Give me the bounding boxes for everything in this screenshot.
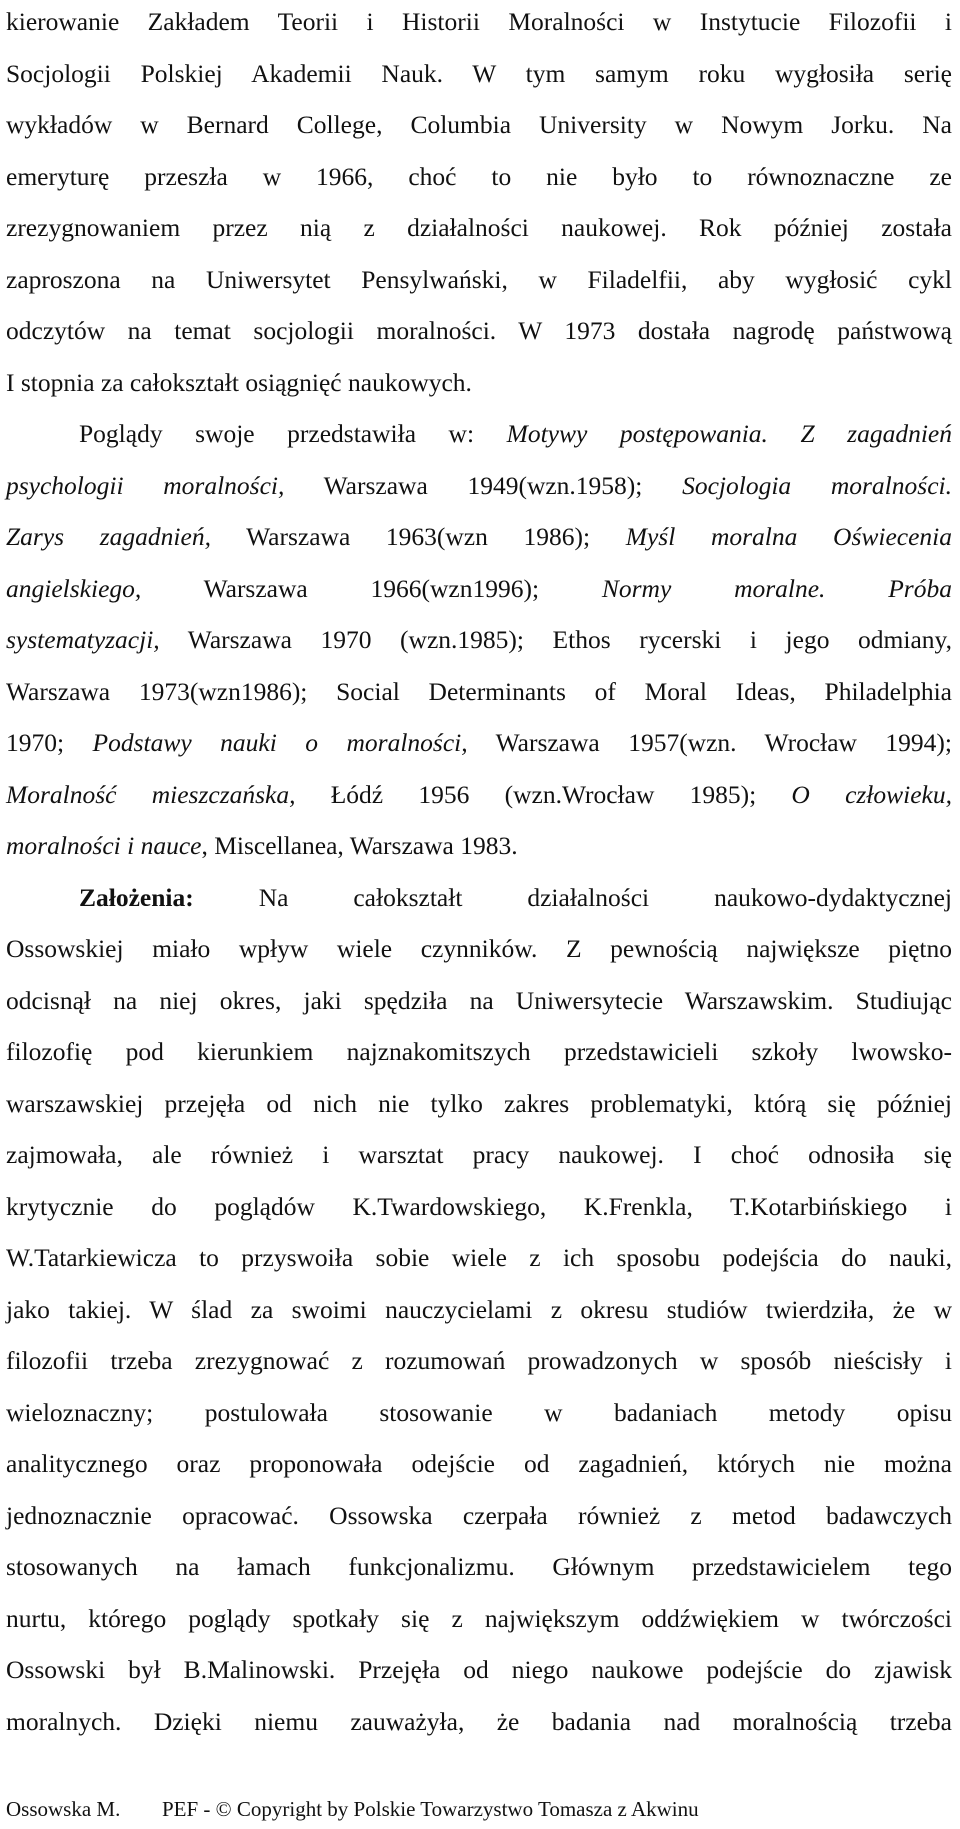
text-line: filozofię pod kierunkiem najznakomitszych przedstawicieli szkoły lwowsko- [6, 1037, 952, 1066]
text-line: odczytów na temat socjologii moralności. W 1973 dostała nagrodę państwową [6, 316, 952, 345]
text-line: zaproszona na Uniwersytet Pensylwański, w Filadelfii, aby wygłosić cykl [6, 264, 952, 294]
text-line: jednoznacznie opracować. Ossowska czerpała również z metod badawczych [6, 1500, 952, 1530]
text-line [6, 511, 952, 563]
work-title: Podstawy nauki o moralności, [92, 728, 468, 757]
text-line: kierowanie Zakładem Teorii i Historii Moralności w Instytucie Filozofii i [6, 7, 952, 36]
text-line: Ossowskiej miało wpływ wiele czynników. Z pewnością największe piętno [6, 934, 952, 963]
work-title: angielskiego, [6, 573, 142, 603]
text-line: odcisnął na niej okres, jaki spędziła na Uniwersytecie Warszawskim. Studiując [6, 985, 952, 1015]
work-title: O człowieku, [791, 779, 953, 809]
work-title: Socjologia moralności. [682, 470, 952, 500]
paragraph-biography [6, 0, 952, 408]
text-line: warszawskiej przejęła od nich nie tylko zakres problematyki, którą się później [6, 1088, 952, 1118]
text-line: nurtu, którego poglądy spotkały się z największym oddźwiękiem w twórczości [6, 1603, 952, 1633]
text-line [6, 563, 952, 615]
section-heading: Założenia: [79, 882, 194, 912]
paragraph-assumptions [6, 872, 952, 1748]
text-line: wykładów w Bernard College, Columbia University w Nowym Jorku. Na [6, 110, 952, 139]
work-title: Myśl moralna Oświecenia [625, 522, 952, 551]
text-run: Łódź 1956 (wzn.Wrocław 1985); [295, 779, 792, 809]
text-line: Ossowski był B.Malinowski. Przejęła od niego naukowe podejście do zjawisk [6, 1655, 952, 1684]
text-run: Warszawa 1957(wzn. Wrocław 1994); [467, 728, 952, 757]
text-line: krytycznie do poglądów K.Twardowskiego, K.Frenkla, T.Kotarbińskiego i [6, 1191, 952, 1221]
work-title: moralności i nauce [6, 831, 202, 860]
paragraph-bibliography [6, 408, 952, 872]
text-line [6, 408, 952, 460]
text-run: 1970; [6, 728, 93, 757]
text-line [6, 460, 952, 512]
text-run: Warszawa 1963(wzn 1986); [210, 522, 626, 551]
text-line: Warszawa 1973(wzn1986); Social Determinants of Moral Ideas, Philadelphia [6, 676, 952, 706]
text-line: emeryturę przeszła w 1966, choć to nie było to równoznaczne ze [6, 161, 952, 191]
work-title: Zarys zagadnień, [6, 522, 211, 551]
work-title: psychologii moralności, [6, 470, 285, 500]
text-line: moralnych. Dzięki niemu zauważyła, że badania nad moralnością trzeba [6, 1706, 952, 1736]
footer-copyright: PEF - © Copyright by Polskie Towarzystwo Tomasza z Akwinu [162, 1797, 699, 1821]
text-line [6, 614, 952, 666]
text-line: zajmowała, ale również i warsztat pracy naukowej. I choć odnosiła się [6, 1140, 952, 1169]
text-line: jako takiej. W ślad za swoimi nauczycielami z okresu studiów twierdziła, że w [6, 1294, 952, 1324]
work-title: Motywy postępowania. Z zagadnień [506, 419, 953, 448]
work-title: Normy moralne. Próba [601, 573, 952, 603]
text-line: analitycznego oraz proponowała odejście od zagadnień, których nie można [6, 1449, 952, 1478]
work-title: Moralność mieszczańska, [6, 779, 296, 809]
document-page [6, 0, 952, 1747]
text-line: zrezygnowaniem przez nią z działalności naukowej. Rok później została [6, 213, 952, 242]
text-line: filozofii trzeba zrezygnować z rozumowań prowadzonych w sposób nieścisły i [6, 1346, 952, 1375]
text-run: Warszawa 1949(wzn.1958); [284, 470, 683, 500]
text-run: , Miscellanea, Warszawa 1983. [201, 831, 518, 860]
text-line [6, 820, 952, 872]
text-line: W.Tatarkiewicza to przyswoiła sobie wiele z ich sposobu podejścia do nauki, [6, 1243, 952, 1272]
work-title: systematyzacji, [6, 625, 160, 654]
text-line [6, 717, 952, 769]
footer-author: Ossowska M. [6, 1797, 121, 1821]
text-run: Na całokształt działalności naukowo-dydaktycznej [193, 882, 952, 912]
text-line [6, 872, 952, 924]
page-footer [6, 1797, 952, 1821]
text-line: Socjologii Polskiej Akademii Nauk. W tym samym roku wygłosiła serię [6, 58, 952, 88]
text-run: Poglądy swoje przedstawiła w: [79, 419, 507, 448]
text-run: Warszawa 1970 (wzn.1985); Ethos rycerski i jego odmiany, [159, 625, 952, 654]
text-line: I stopnia za całokształt osiągnięć naukowych. [6, 367, 472, 397]
text-line [6, 769, 952, 821]
text-line: stosowanych na łamach funkcjonalizmu. Głównym przedstawicielem tego [6, 1552, 952, 1581]
text-line: wieloznaczny; postulowała stosowanie w badaniach metody opisu [6, 1397, 952, 1427]
text-run: Warszawa 1966(wzn1996); [141, 573, 602, 603]
